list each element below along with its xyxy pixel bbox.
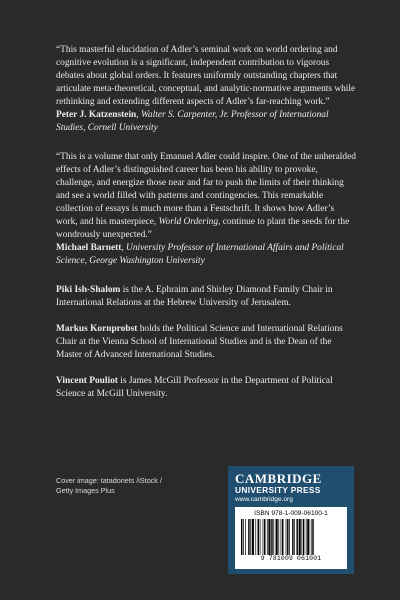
- barcode-icon: [239, 519, 343, 555]
- endorser-affiliation-2: University Professor of International Affairs and Political Science, George Washington University: [56, 243, 344, 266]
- cover-image-credit: Cover image: tatadonets /iStock / Getty Images Plus: [56, 476, 162, 495]
- endorsement-quote-1: “This masterful elucidation of Adler’s seminal work on world ordering and cognitive evolution is a significant, independent contribution to vigorous debates about global orders. It features uniformly outstanding chapters that articulate meta-theoretical, conceptual, and analytic-normative arguments while rethinking and extending different aspects of Adler’s far-reaching work.”: [56, 45, 356, 107]
- editor-bio-2: [56, 323, 356, 362]
- barcode-digits: 9 781009 061001: [260, 555, 322, 562]
- editor-bio-3: [56, 375, 356, 401]
- quote-2-part-2: , continue to plant the seeds for the wondrously unexpected.”: [56, 217, 350, 240]
- editor-bio-text-1: is the A. Ephraim and Shirley Diamond Family Chair in International Relations at the Hebrew University of Jerusalem.: [56, 285, 333, 308]
- endorsement-attribution-2: Michael Barnett, University Professor of International Affairs and Political Science, George Washington University: [56, 243, 344, 266]
- endorser-name-1: Peter J. Katzenstein: [56, 110, 137, 120]
- endorsement-quote-2: [56, 151, 356, 242]
- endorsement-attribution-1: Peter J. Katzenstein, Walter S. Carpenter, Jr. Professor of International Studies, Cornell University: [56, 110, 329, 133]
- isbn-label: ISBN 978-1-009-06100-1: [254, 510, 328, 517]
- publisher-subtitle: UNIVERSITY PRESS: [235, 485, 321, 495]
- publisher-website: www.cambridge.org: [235, 496, 293, 503]
- publisher-name: CAMBRIDGE: [235, 471, 322, 486]
- editor-bio-text-3: is James McGill Professor in the Department of Political Science at McGill University.: [56, 376, 333, 399]
- quote-2-book-title: World Ordering: [158, 217, 219, 227]
- endorser-name-2: Michael Barnett: [56, 243, 122, 253]
- editor-name-2: Markus Kornprobst: [56, 324, 138, 334]
- editor-name-1: Piki Ish-Shalom: [56, 285, 121, 295]
- publisher-block: [228, 466, 354, 574]
- editor-bio-text-2: holds the Political Science and International Relations Chair at the Vienna School of International Studies and is the Dean of the Master of Advanced International Studies.: [56, 324, 343, 360]
- barcode-box: [235, 507, 347, 569]
- quote-2-part-1: “This is a volume that only Emanuel Adler could inspire. One of the unheralded effects of Adler’s distinguished career has been his ability to provoke, challenge, and energize those near and far to push the limits of their thinking and see a world filled with patterns and contingencies. This remarkable collection of essays is much more than a Festschrift. It shows how Adler’s work, and his masterpiece,: [56, 152, 356, 227]
- cover-text: [56, 44, 356, 414]
- endorser-affiliation-1: Walter S. Carpenter, Jr. Professor of International Studies, Cornell University: [56, 110, 329, 133]
- editor-bio-1: [56, 284, 356, 310]
- editor-name-3: Vincent Pouliot: [56, 376, 118, 386]
